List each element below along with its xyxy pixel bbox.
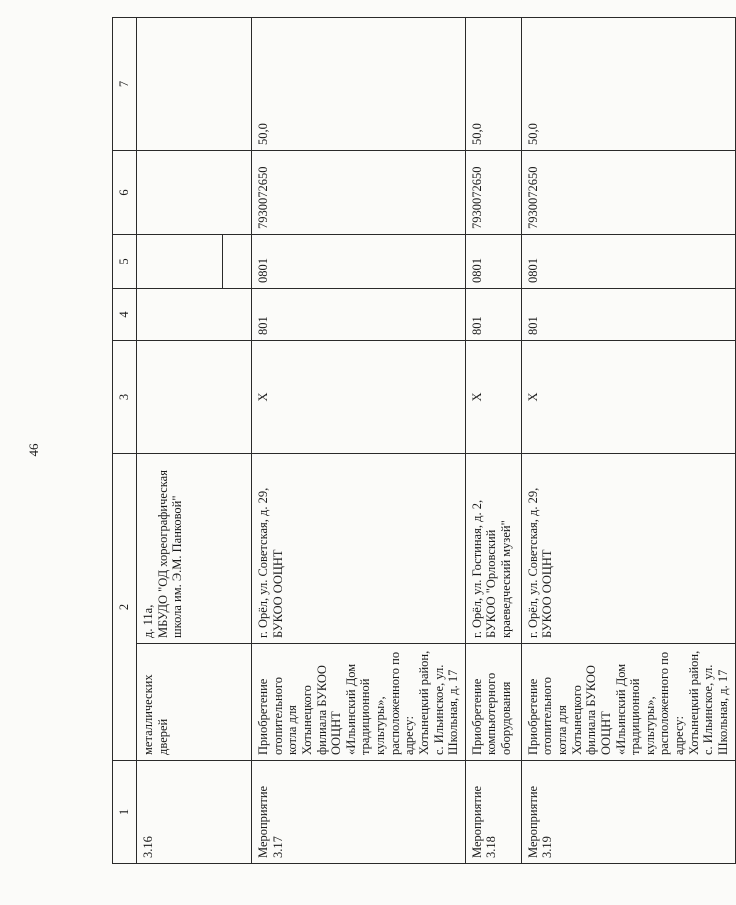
col-3-value — [137, 341, 252, 454]
row-number: Мероприятие 3.17 — [252, 761, 466, 864]
col-6-value — [137, 151, 252, 235]
col-6-value: 7930072650 — [252, 151, 466, 235]
budget-table — [112, 17, 736, 864]
row-number: Мероприятие 3.19 — [521, 761, 735, 864]
col-6-value: 7930072650 — [465, 151, 521, 235]
table-row — [137, 18, 252, 864]
header-row — [113, 18, 137, 864]
header-col-6: 6 — [113, 151, 137, 235]
col-7-value: 50,0 — [252, 18, 466, 151]
col-4-value: 801 — [521, 289, 735, 341]
col-7-value — [137, 18, 252, 151]
measure-name: Приобретение отопительного котла для Хотынецкого филиала БУКОО ООЦНТ «Ильинский Дом традиционной культуры», расположенного по адресу: Хотынецкий район, с. Ильинское, ул. Школьная, д. 17 — [521, 644, 735, 761]
row-number: 3.16 — [137, 761, 252, 864]
col-5-lower — [223, 235, 251, 288]
col-5-value: 0801 — [465, 235, 521, 289]
col-7-value: 50,0 — [465, 18, 521, 151]
measure-address: г. Орёл, ул. Советская, д. 29, БУКОО ООЦНТ — [252, 454, 466, 644]
measure-name: Приобретение компьютерного оборудования — [465, 644, 521, 761]
measure-name: Приобретение отопительного котла для Хотынецкого филиала БУКОО ООЦНТ «Ильинский Дом традиционной культуры», расположенного по адресу: Хотынецкий район, с. Ильинское, ул. Школьная, д. 17 — [252, 644, 466, 761]
header-col-7: 7 — [113, 18, 137, 151]
header-col-2: 2 — [113, 454, 137, 761]
col-4-value — [137, 289, 252, 341]
measure-address: г. Орёл, ул. Гостиная, д. 2, БУКОО "Орловский краеведческий музей" — [465, 454, 521, 644]
col-5-value: 0801 — [252, 235, 466, 289]
page-number: 46 — [26, 443, 41, 457]
measure-address: д. 11а, МБУДО "ОД хореографическая школа им. Э.М. Панковой" — [137, 454, 252, 644]
col-6-value: 7930072650 — [521, 151, 735, 235]
col-5-value: 0801 — [521, 235, 735, 289]
measure-name: металлических дверей — [137, 644, 252, 761]
col-4-value: 801 — [465, 289, 521, 341]
rotated-table-frame — [112, 18, 730, 864]
col-3-value: X — [521, 341, 735, 454]
col-5-upper — [137, 235, 223, 288]
table-row — [252, 18, 466, 864]
measure-address: г. Орёл, ул. Советская, д. 29, БУКОО ООЦНТ — [521, 454, 735, 644]
header-col-5: 5 — [113, 235, 137, 289]
table-container — [112, 18, 730, 864]
header-col-1: 1 — [113, 761, 137, 864]
row-number: Мероприятие 3.18 — [465, 761, 521, 864]
header-col-4: 4 — [113, 289, 137, 341]
col-5-value — [137, 235, 252, 289]
col-7-value: 50,0 — [521, 18, 735, 151]
table-row — [465, 18, 521, 864]
col-3-value: X — [465, 341, 521, 454]
table-row — [521, 18, 735, 864]
col-4-value: 801 — [252, 289, 466, 341]
header-col-3: 3 — [113, 341, 137, 454]
col-3-value: X — [252, 341, 466, 454]
